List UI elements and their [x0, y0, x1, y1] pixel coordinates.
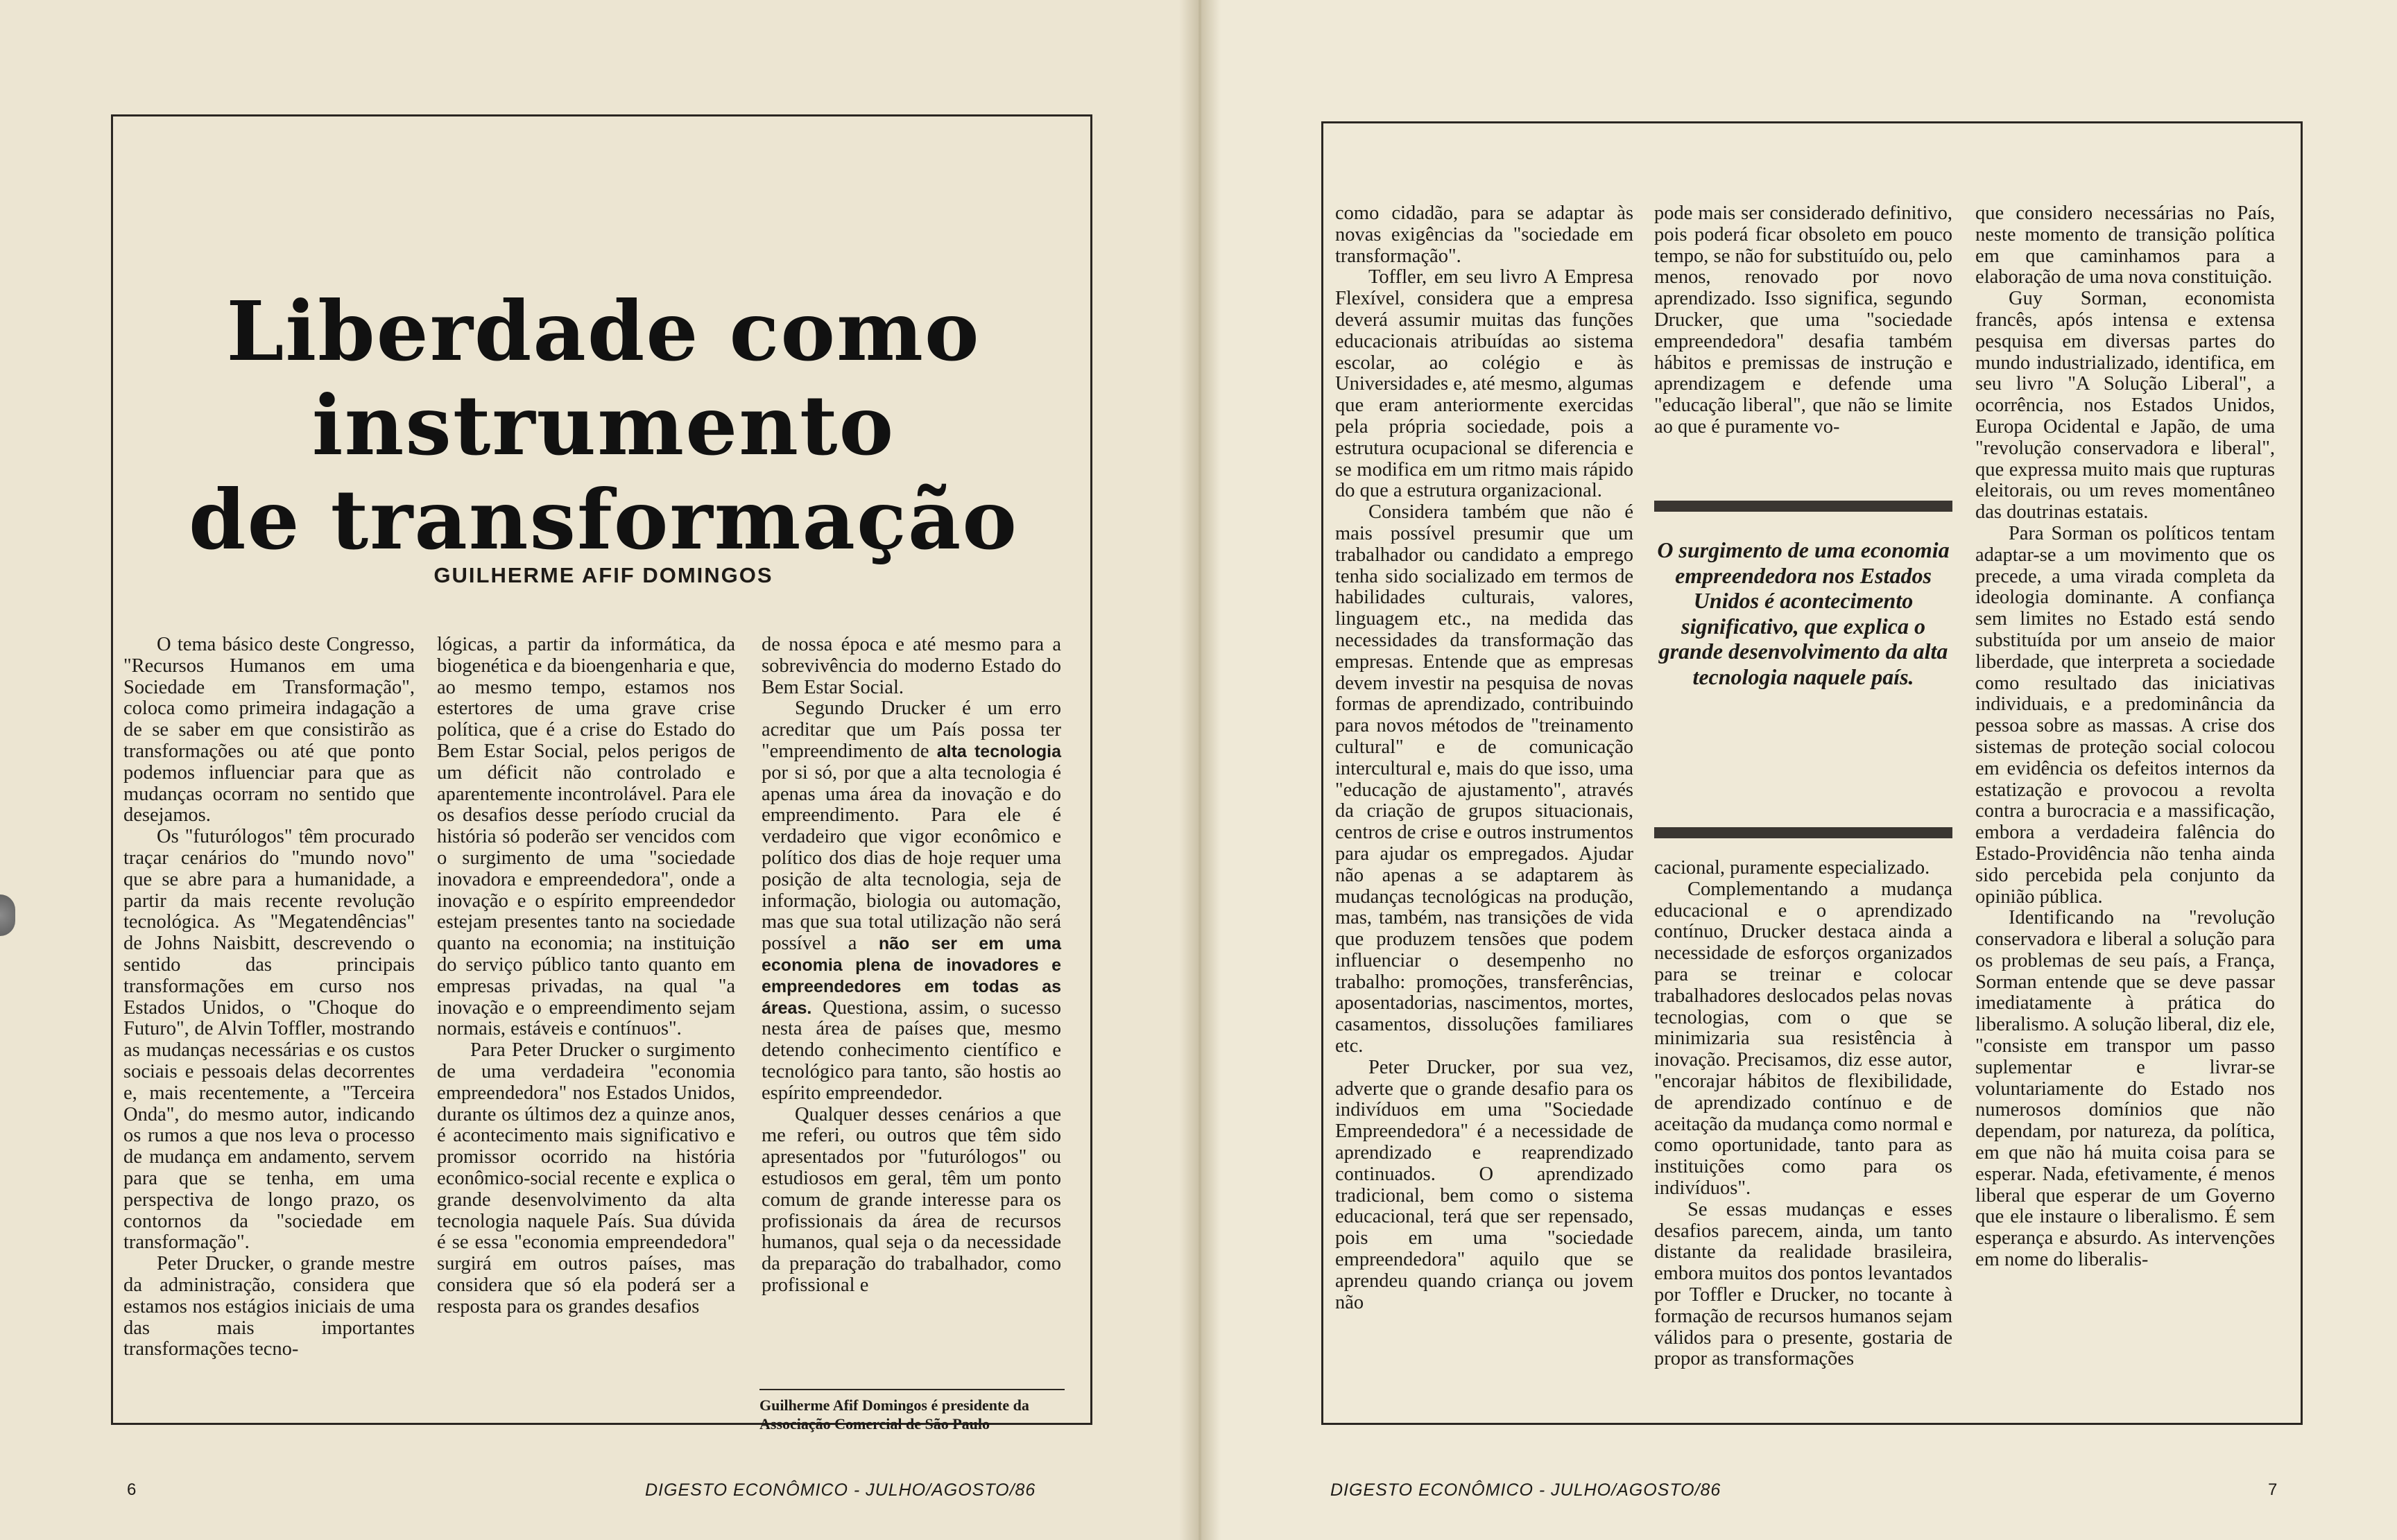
- text-run: Questiona, assim, o sucesso nesta área de países que, mesmo detendo conhecimento científico e tecnológico para tanto, são hostis ao espírito empreendedor.: [762, 996, 1061, 1104]
- paragraph: pode mais ser considerado definitivo, pois poderá ficar obsoleto em pouco tempo, se não for substituído ou, pelo menos, renovado por novo aprendizado. Isso significa, segundo Drucker, que uma "sociedade empreendedora" desafia também hábitos e premissas de instrução e aprendizagem e defende uma "educação liberal", que não se limite ao que é puramente vo-: [1654, 202, 1952, 438]
- footer-right: DIGESTO ECONÔMICO - JULHO/AGOSTO/86: [1330, 1480, 1721, 1500]
- left-column-2: [437, 634, 735, 1318]
- paragraph: [762, 698, 1061, 1104]
- footer-left: DIGESTO ECONÔMICO - JULHO/AGOSTO/86: [645, 1480, 1036, 1500]
- book-gutter: [1179, 0, 1221, 1540]
- paragraph: Para Sorman os políticos tentam adaptar-se a um movimento que os precede, a uma virada completa da ideologia dominante. A confiança sem limites no Estado está sendo substituída por um anseio de maior liberdade, que interpreta a sociedade como resultado das iniciativas individuais, e a predominância da pessoa sobre as massas. A crise dos sistemas de proteção social colocou em evidência os defeitos internos da estatização e provocou a revolta contra a burocracia e a massificação, embora a verdadeira falência do Estado-Providência não tenha ainda sido percebida pela conjunto da opinião pública.: [1975, 522, 2275, 908]
- paragraph: como cidadão, para se adaptar às novas exigências da "sociedade em transformação".: [1335, 202, 1633, 267]
- text-run: Segundo Drucker é um erro acreditar que um País possa ter "empreendimento de: [762, 698, 1061, 762]
- paragraph: Peter Drucker, por sua vez, adverte que o grande desafio para os indivíduos em uma "Sociedade Empreendedora" é a necessidade de aprendizado e reaprendizado continuados. O aprendizado tradicional, bem como o sistema educacional, terá que ser repensado, pois em uma "sociedade empreendedora" aquilo que se aprendeu quando criança ou jovem não: [1335, 1056, 1633, 1313]
- paragraph: Se essas mudanças e esses desafios parecem, ainda, um tanto distante da realidade brasileira, embora muitos dos pontos levantados por Toffler e Drucker, no tocante à formação de recursos humanos sejam válidos para o presente, gostaria de propor as transformações: [1654, 1198, 1952, 1370]
- paragraph: Considera também que não é mais possível presumir que um trabalhador ou candidato a emprego tenha sido socializado em termos de habilidades culturais, valores, linguagem etc., na medida das necessidades da transformação das empresas. Entende que as empresas devem investir na pesquisa de novas formas de aprendizado, contribuindo para novos métodos de "treinamento cultural" e de comunicação intercultural e, mais do que isso, uma "educação de ajustamento", através da criação de grupos situacionais, centros de crise e outros instrumentos para ajudar os empregados. Ajudar não apenas a se adaptarem às mudanças tecnológicas na produção, mas, também, nas transições de vida que produzem tensões que podem influenciar o desempenho no trabalho: promoções, transferências, aposentadorias, nascimentos, mortes, casamentos, dissoluções familiares etc.: [1335, 501, 1633, 1057]
- title-line: instrumento: [311, 377, 895, 474]
- paragraph: Complementando a mudança educacional e o aprendizado contínuo, Drucker destaca ainda a necessidade de esforços organizados para se treinar e colocar trabalhadores deslocados pelas novas tecnologias, com o que se minimizaria sua resistência à inovação. Precisamos, diz esse autor, "encorajar hábitos de flexibilidade, de aprendizado contínuo e de aceitação da mudança como normal e como oportunidade, tanto para as instituições como para os indivíduos".: [1654, 878, 1952, 1199]
- paragraph: Qualquer desses cenários a que me referi, ou outros que têm sido apresentados por "futurólogos" ou estudiosos em geral, têm um ponto comum de grande interesse para os profissionais da área de recursos humanos, qual seja o da necessidade da preparação do trabalhador, como profissional e: [762, 1103, 1061, 1296]
- paragraph: Para Peter Drucker o surgimento de uma verdadeira "economia empreendedora" nos Estados Unidos, durante os últimos dez a quinze anos, é acontecimento mais significativo e promissor ocorrido na história econômico-social recente e explica o grande desenvolvimento da alta tecnologia naquele País. Sua dúvida é se essa "economia empreendedora" surgirá em outros países, mas considera que só ela poderá ser a resposta para os grandes desafios: [437, 1039, 735, 1317]
- right-column-2-top: [1654, 203, 1952, 438]
- paragraph: que considero necessárias no País, neste momento de transição política em que caminhamos para a elaboração de uma nova constituição.: [1975, 202, 2275, 288]
- pullquote: O surgimento de uma economia empreendedora nos Estados Unidos é acontecimento significativo, que explica o grande desenvolvimento da alta tecnologia naquele país.: [1657, 537, 1950, 689]
- paragraph: Toffler, em seu livro A Empresa Flexível, considera que a empresa deverá assumir muitas das funções educacionais atribuídas ao sistema escolar, ao colégio e às Universidades e, até mesmo, algumas que eram anteriormente exercidas pela própria sociedade, pois a estrutura ocupacional se diferencia e se modifica em um ritmo mais rápido do que a estrutura organizacional.: [1335, 266, 1633, 502]
- left-column-1: [123, 634, 415, 1360]
- article-title: [139, 284, 1068, 567]
- paragraph: Os "futurólogos" têm procurado traçar cenários do "mundo novo" que se abre para a humanidade, a partir da mais recente revolução tecnológica. As "Megatendências" de Johns Naisbitt, descrevendo o sentido das principais transformações em curso nos Estados Unidos, o "Choque do Futuro", de Alvin Toffler, mostrando as mudanças necessárias e os custos sociais e pessoais delas decorrentes e, mais recentemente, a "Terceira Onda", do mesmo autor, indicando os rumos a que nos leva o processo de mudança em andamento, servem para que se tenha, em uma perspectiva de longo prazo, os contornos da "sociedade em transformação".: [123, 826, 415, 1254]
- bold-text: alta tecnologia: [936, 741, 1061, 761]
- bold-text: não ser em uma economia plena de inovadores e empreendedores em todas as áreas.: [762, 934, 1061, 1018]
- paragraph: cacional, puramente especializado.: [1654, 857, 1930, 879]
- title-line: de transformação: [189, 471, 1018, 568]
- paragraph: de nossa época e até mesmo para a sobrevivência do moderno Estado do Bem Estar Social.: [762, 634, 1061, 698]
- author-footnote: Guilherme Afif Domingos é presidente da Associação Comercial de São Paulo: [759, 1389, 1065, 1433]
- paragraph: O tema básico deste Congresso, "Recursos Humanos em uma Sociedade em Transformação", coloca como primeira indagação a de se saber em que consistirão as transformações ou até que ponto podemos influenciar para que as mudanças ocorram no sentido que desejamos.: [123, 634, 415, 827]
- paragraph: Identificando na "revolução conservadora e liberal a solução para os problemas de seu país, a França, Sorman entende que se deve passar imediatamente à prática do liberalismo. A solução liberal, diz ele, "consiste em transpor um passo suplementar e livrar-se voluntariamente do Estado nos numerosos domínios que não dependam, por natureza, da política, em que não há muita coisa para se esperar. Nada, efetivamente, é menos liberal que esperar de um Governo que ele instaure o liberalismo. É sem esperança e absurdo. As intervenções em nome do liberalis-: [1975, 907, 2275, 1271]
- author-byline: GUILHERME AFIF DOMINGOS: [433, 563, 773, 587]
- left-column-3: [762, 634, 1061, 1297]
- right-column-3: [1975, 203, 2275, 1271]
- right-column-2-bottom: [1654, 858, 1952, 1370]
- paragraph: Guy Sorman, economista francês, após intensa e extensa pesquisa em diversas partes do mundo industrializado, identifica, em seu livro "A Solução Liberal", a ocorrência, nos Estados Unidos, Europa Ocidental e Japão, de uma "revolução conservadora e liberal", que expressa muito mais que rupturas eleitorais, ou um reves momentâneo das doutrinas estatais.: [1975, 288, 2275, 524]
- title-line: Liberdade como: [226, 283, 981, 379]
- paragraph: lógicas, a partir da informática, da biogenética e da bioengenharia e que, ao mesmo tempo, estamos nos estertores de uma grave crise política, que é a crise do Estado do Bem Estar Social, pelos perigos de um déficit não controlado e aparentemente incontrolável. Para ele os desafios desse período crucial da história só poderão ser vencidos com o surgimento de uma "sociedade inovadora e empreendedora", onde a inovação e o espírito empreendedor estejam presentes tanto na sociedade quanto na economia; na instituição do serviço público tanto quanto em empresas privadas, na qual "a inovação e o empreendimento sejam normais, estáveis e contínuos".: [437, 634, 735, 1040]
- pullquote-bar-top: [1654, 501, 1952, 512]
- pullquote-bar-bottom: [1654, 827, 1952, 838]
- page-number-left: 6: [127, 1480, 137, 1499]
- page-number-right: 7: [2268, 1480, 2278, 1499]
- paragraph: Peter Drucker, o grande mestre da administração, considera que estamos nos estágios iniciais de uma das mais importantes transformações tecno-: [123, 1253, 415, 1360]
- text-run: por si só, por que a alta tecnologia é apenas uma área da inovação e do empreendimento. Para ele é verdadeiro que vigor econômico e político dos dias de hoje requer uma posição de alta tecnologia, seja de informação, biologia ou automação, mas que sua total utilização não será possível a: [762, 761, 1061, 955]
- right-column-1: [1335, 203, 1633, 1313]
